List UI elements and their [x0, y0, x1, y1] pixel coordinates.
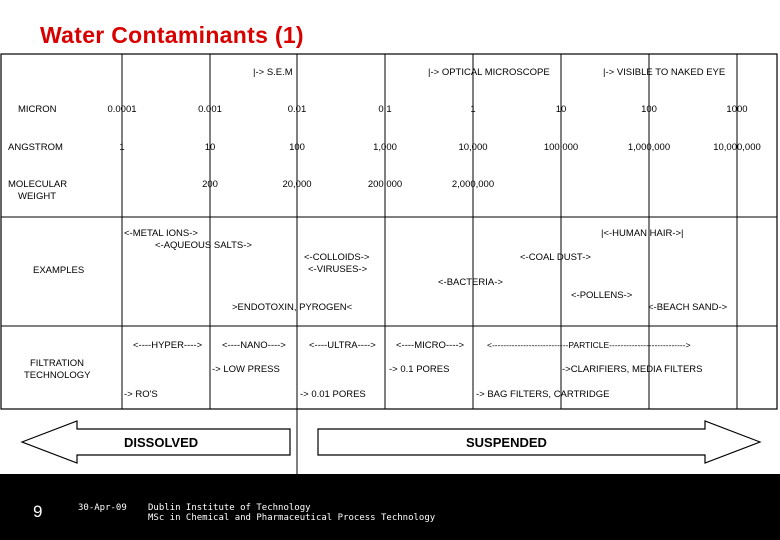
slide-footer	[0, 474, 780, 540]
filtration-item: -> RO'S	[124, 389, 158, 400]
micron-value: 1000	[726, 104, 748, 115]
filtration-item: ->CLARIFIERS, MEDIA FILTERS	[562, 364, 703, 375]
example-item: |<-HUMAN HAIR->|	[601, 228, 684, 239]
footer-date: 30-Apr-09	[78, 503, 127, 513]
angstrom-value: 10,000,000	[713, 142, 761, 153]
molecular-weight-value: 2,000,000	[451, 179, 495, 190]
example-item: <-AQUEOUS SALTS->	[155, 240, 252, 251]
suspended-label: SUSPENDED	[466, 435, 547, 450]
row-label-angstrom: ANGSTROM	[8, 142, 63, 153]
angstrom-value: 10,000	[458, 142, 488, 153]
angstrom-value: 1,000,000	[627, 142, 671, 153]
example-item: <-VIRUSES->	[308, 264, 368, 275]
contaminant-size-diagram	[0, 50, 780, 474]
footer-programme: MSc in Chemical and Pharmaceutical Process Technology	[148, 513, 436, 523]
angstrom-value: 100	[289, 142, 305, 153]
angstrom-value: 100,000	[543, 142, 579, 153]
dissolved-label: DISSOLVED	[124, 435, 199, 450]
micron-value: 100	[641, 104, 657, 115]
micron-value: 1	[470, 104, 476, 115]
angstrom-values	[119, 142, 760, 153]
scale-header-optical: |-> OPTICAL MICROSCOPE	[428, 67, 550, 78]
row-label-technology: TECHNOLOGY	[24, 370, 91, 381]
micron-value: 0.1	[378, 104, 392, 115]
example-item: <-BACTERIA->	[438, 277, 503, 288]
micron-value: 10	[555, 104, 567, 115]
example-item: <-BEACH SAND->	[648, 302, 728, 313]
micron-value: 0.0001	[107, 104, 137, 115]
scale-header-visible: |-> VISIBLE TO NAKED EYE	[603, 67, 726, 78]
footer-institution: Dublin Institute of Technology	[148, 503, 311, 513]
row-label-micron: MICRON	[18, 104, 57, 115]
micron-value: 0.01	[287, 104, 307, 115]
molecular-weight-value: 20,000	[282, 179, 312, 190]
row-label-filtration: FILTRATION	[30, 358, 85, 369]
molecular-weight-values	[202, 179, 494, 190]
filtration-item: <----ULTRA---->	[309, 340, 376, 351]
example-item: <-POLLENS->	[571, 290, 633, 301]
row-label-examples: EXAMPLES	[33, 265, 85, 276]
filtration-item: -> 0.1 PORES	[389, 364, 450, 375]
scale-header-sem: |-> S.E.M	[253, 67, 293, 78]
page-title: Water Contaminants (1)	[40, 22, 304, 48]
example-item: <-COLLOIDS->	[304, 252, 370, 263]
filtration-item: <----NANO---->	[222, 340, 286, 351]
filtration-item: <----MICRO---->	[396, 340, 465, 351]
angstrom-value: 1,000	[373, 142, 397, 153]
example-item: >ENDOTOXIN, PYROGEN<	[232, 302, 353, 313]
filtration-item: -> LOW PRESS	[212, 364, 280, 375]
row-label-weight: WEIGHT	[18, 191, 56, 202]
angstrom-value: 1	[119, 142, 125, 153]
filtration-item: -> BAG FILTERS, CARTRIDGE	[476, 389, 610, 400]
micron-value: 0.001	[198, 104, 222, 115]
filtration-item: -> 0.01 PORES	[300, 389, 366, 400]
page-number: 9	[33, 502, 43, 521]
filtration-item: <---------------------------PARTICLE--------------------------->	[487, 340, 691, 350]
row-label-molecular: MOLECULAR	[8, 179, 68, 190]
filtration-item: <----HYPER---->	[133, 340, 203, 351]
angstrom-value: 10	[204, 142, 216, 153]
molecular-weight-value: 200,000	[367, 179, 403, 190]
micron-values	[107, 104, 747, 115]
example-item: <-COAL DUST->	[520, 252, 591, 263]
molecular-weight-value: 200	[202, 179, 218, 190]
example-item: <-METAL IONS->	[124, 228, 198, 239]
